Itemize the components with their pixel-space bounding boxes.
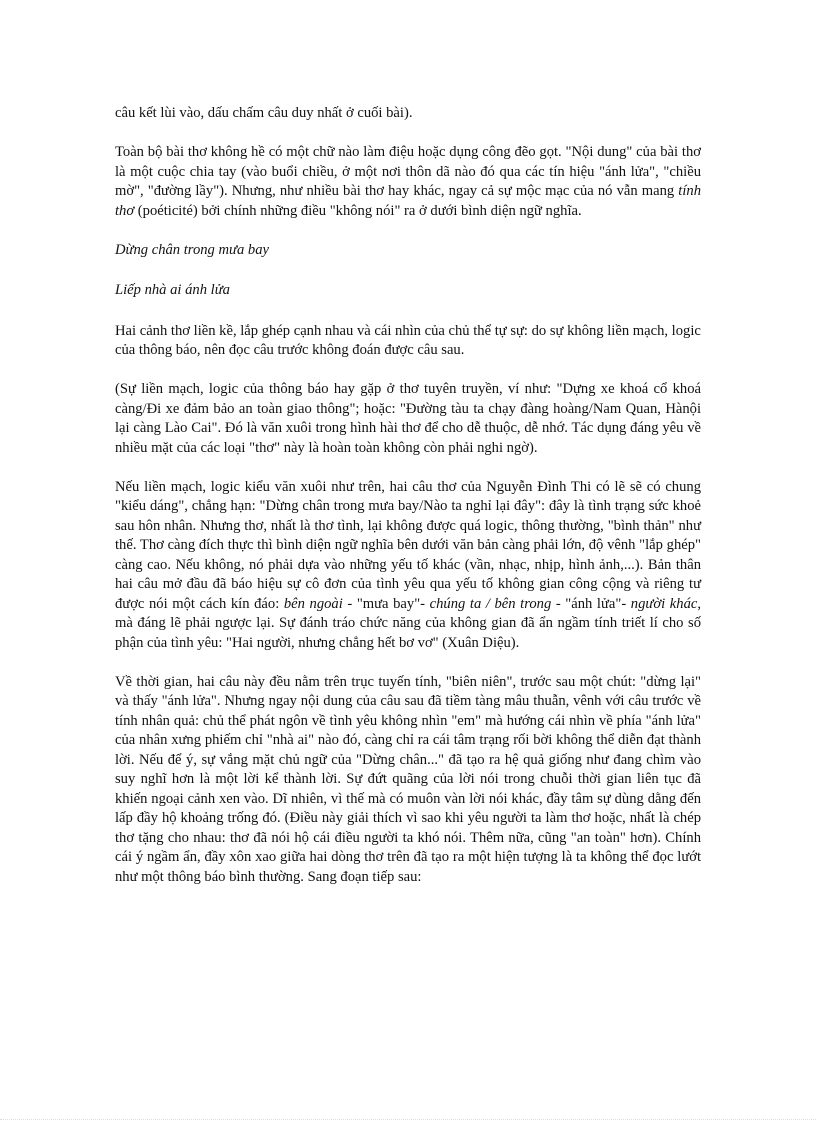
text-run: (Sự liền mạch, logic của thông báo hay gặp ở thơ tuyên truyền, ví như: "Dựng xe khoá cổ khoá càng/Đi xe đảm bảo an toàn giao thông"; hoặc: "Đường tàu ta chạy đàng hoàng/Nam Quan, Hànội lại càng Lào Cai". Đó là văn xuôi trong hình hài thơ để cho dễ thuộc, dễ nhớ. Tác dụng đáng yêu về nhiều mặt của các loại "thơ" này là hoàn toàn không còn phải nghi ngờ). <box>115 381 701 456</box>
paragraph <box>115 143 701 221</box>
text-run: Về thời gian, hai câu này đều nằm trên trục tuyến tính, "biên niên", trước sau một chút: "dừng lại" và thấy "ánh lửa". Nhưng ngay nội dung của câu sau đã tiềm tàng mâu thuẫn, vênh với câu trước về tính nhân quả: chủ thể phát ngôn về tình yêu không nhìn "em" mà hướng cái nhìn về phía "ánh lửa" của nhân xưng phiếm chỉ "nhà ai" nào đó, càng chỉ ra cái tâm trạng rối bời không thể diễn đạt thành lời. Nếu để ý, sự vắng mặt chủ ngữ của "Dừng chân..." đã tạo ra hệ quả giống như đang chìm vào suy nghĩ hơn là một lời kể thành lời. Sự đứt quãng của lời nói trong chuỗi thời gian liên tục đã khiến ngoại cảnh xen vào. Dĩ nhiên, vì thế mà có muôn vàn lời nói khác, đầy tâm sự dùng dằng đến lấp đầy hộ khoảng trống đó. (Điều này giải thích vì sao khi yêu người ta làm thơ hoặc, nhất là chép thơ tặng cho nhau: thơ đã nói hộ cái điều người ta khó nói. Thêm nữa, cũng "an toàn" hơn). Chính cái ý ngầm ẩn, đầy xôn xao giữa hai dòng thơ trên đã tạo ra một hiện tượng là ta không thể đọc lướt như một thông báo bình thường. Sang đoạn tiếp sau: <box>115 673 701 885</box>
paragraph <box>115 322 701 361</box>
italic-text: Liếp nhà ai ánh lửa <box>115 282 230 298</box>
italic-text: tính thơ <box>115 183 701 219</box>
page-bottom-border <box>0 1119 816 1120</box>
quoted-verse-line <box>115 281 701 301</box>
paragraph <box>115 104 701 124</box>
text-run: Toàn bộ bài thơ không hề có một chữ nào làm điệu hoặc dụng công đẽo gọt. "Nội dung" của bài thơ là một cuộc chia tay (vào buổi chiều, ở một nơi thôn dã nào đó qua các tín hiệu "ánh lửa", "chiều mờ", "đường lầy"). Nhưng, như nhiều bài thơ hay khác, ngay cả sự mộc mạc của nó vẫn mang <box>115 144 701 199</box>
italic-text: chúng ta / bên trong <box>429 595 552 612</box>
quoted-verse-line <box>115 241 701 261</box>
document-page <box>115 104 701 907</box>
text-run: Hai cảnh thơ liền kề, lắp ghép cạnh nhau và cái nhìn của chủ thể tự sự: do sự không liền mạch, logic của thông báo, nên đọc câu trước không đoán được câu sau. <box>115 322 701 358</box>
text-run: - "ánh lửa"- <box>551 595 631 612</box>
text-run: , mà đáng lẽ phải ngược lại. Sự đánh tráo chức năng của không gian đã ẩn ngầm tính triết lí cho số phận của tình yêu: "Hai người, nhưng chẳng hết bơ vơ" (Xuân Diệu). <box>115 595 701 651</box>
text-run: Nếu liền mạch, logic kiểu văn xuôi như trên, hai câu thơ của Nguyễn Đình Thi có lẽ sẽ có chung "kiểu dáng", chẳng hạn: "Dừng chân trong mưa bay/Nào ta nghỉ lại đây": đây là tình trạng sức khoẻ sau hôn nhân. Nhưng thơ, nhất là thơ tình, lại không được quá logic, thông thường, "bình thản" như thế. Thơ càng đích thực thì bình diện ngữ nghĩa bên dưới văn bản càng phải lớn, độ vênh "lắp ghép" càng cao. Nếu không, nó phải dựa vào những yếu tố khác (vần, nhạc, nhịp, hình ảnh,...). Bản thân hai câu mở đầu đã báo hiệu sự cô đơn của tình yêu qua yếu tố không gian công cộng và riêng tư được nói một cách kín đáo: <box>115 478 701 612</box>
italic-text: người khác <box>630 595 698 612</box>
italic-text: Dừng chân trong mưa bay <box>115 241 270 258</box>
paragraph <box>115 673 701 888</box>
paragraph <box>115 380 701 458</box>
text-run: (poéticité) bởi chính những điều "không nói" ra ở dưới bình diện ngữ nghĩa. <box>134 202 582 219</box>
italic-text: bên ngoài <box>283 595 343 612</box>
text-run: câu kết lùi vào, dấu chấm câu duy nhất ở cuối bài). <box>115 105 413 121</box>
paragraph <box>115 478 701 654</box>
text-run: - "mưa bay"- <box>342 595 430 612</box>
